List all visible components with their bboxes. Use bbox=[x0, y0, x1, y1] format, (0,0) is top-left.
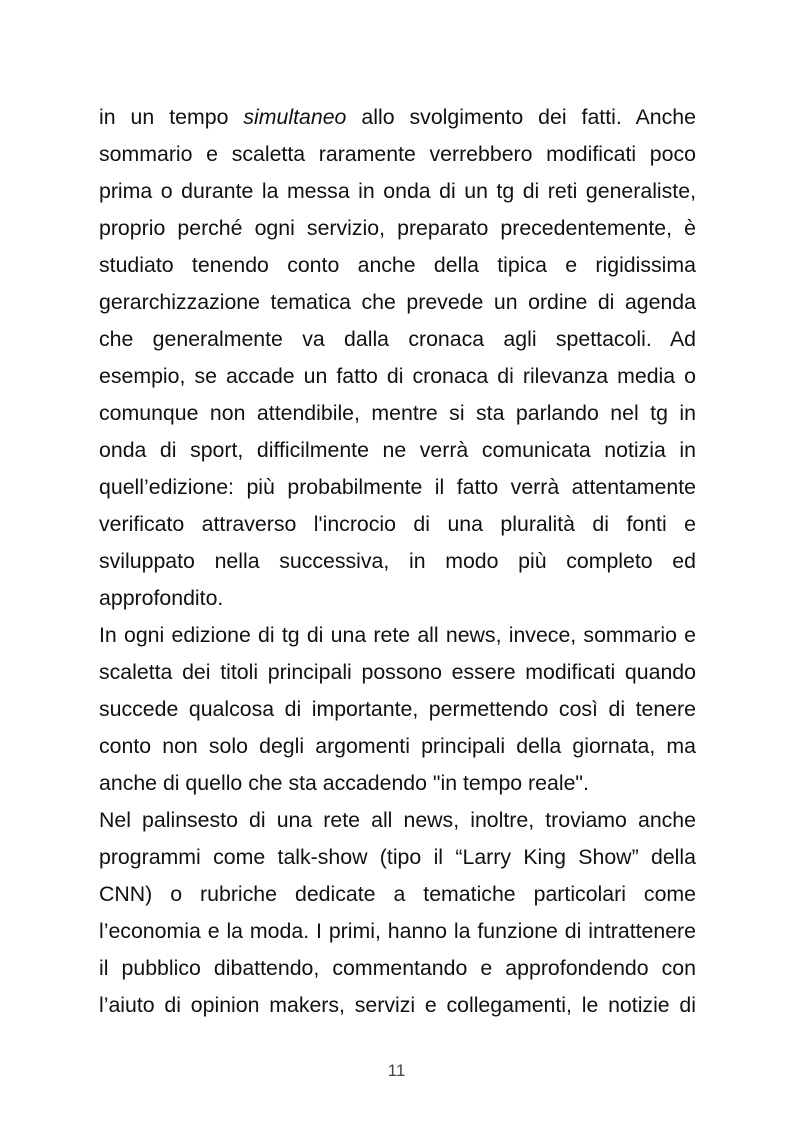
text-line bbox=[99, 247, 696, 284]
text-run: conto non solo degli argomenti principali della giornata, ma bbox=[99, 734, 696, 758]
text-run: il pubblico dibattendo, commentando e approfondendo con bbox=[99, 956, 696, 980]
text-line bbox=[99, 728, 696, 765]
paragraph bbox=[99, 617, 696, 802]
text-run: in un tempo bbox=[99, 105, 244, 129]
text-line bbox=[99, 617, 696, 654]
text-run: anche di quello che sta accadendo "in tempo reale". bbox=[99, 771, 589, 795]
emphasized-text: simultaneo bbox=[243, 105, 347, 129]
text-line bbox=[99, 321, 696, 358]
text-run: succede qualcosa di importante, permettendo così di tenere bbox=[99, 697, 696, 721]
text-line bbox=[99, 876, 696, 913]
text-run: programmi come talk-show (tipo il “Larry King Show” della bbox=[99, 845, 696, 869]
text-run: sviluppato nella successiva, in modo più completo ed bbox=[99, 549, 696, 573]
text-run: quell’edizione: più probabilmente il fatto verrà attentamente bbox=[99, 475, 696, 499]
text-line bbox=[99, 580, 696, 617]
text-run: sommario e scaletta raramente verrebbero modificati poco bbox=[99, 142, 696, 166]
text-run: scaletta dei titoli principali possono essere modificati quando bbox=[99, 660, 696, 684]
text-line bbox=[99, 765, 696, 802]
text-line bbox=[99, 136, 696, 173]
text-run: studiato tenendo conto anche della tipica e rigidissima bbox=[99, 253, 696, 277]
body-text bbox=[99, 99, 696, 1024]
page-number: 11 bbox=[387, 1061, 406, 1080]
text-line bbox=[99, 210, 696, 247]
text-run: l’aiuto di opinion makers, servizi e collegamenti, le notizie di bbox=[99, 993, 696, 1017]
text-run: Nel palinsesto di una rete all news, inoltre, troviamo anche bbox=[99, 808, 696, 832]
text-run: onda di sport, difficilmente ne verrà comunicata notizia in bbox=[99, 438, 696, 462]
text-line bbox=[99, 99, 696, 136]
text-run: che generalmente va dalla cronaca agli spettacoli. Ad bbox=[99, 327, 696, 351]
text-line bbox=[99, 950, 696, 987]
text-run: prima o durante la messa in onda di un tg di reti generaliste, bbox=[99, 179, 696, 203]
text-line bbox=[99, 432, 696, 469]
text-run: allo svolgimento dei fatti. Anche bbox=[346, 105, 696, 129]
text-run: verificato attraverso l'incrocio di una pluralità di fonti e bbox=[99, 512, 696, 536]
text-run: In ogni edizione di tg di una rete all news, invece, sommario e bbox=[99, 623, 696, 647]
text-line bbox=[99, 913, 696, 950]
text-line bbox=[99, 987, 696, 1024]
text-line bbox=[99, 395, 696, 432]
text-run: gerarchizzazione tematica che prevede un ordine di agenda bbox=[99, 290, 696, 314]
text-line bbox=[99, 284, 696, 321]
paragraph bbox=[99, 99, 696, 617]
text-line bbox=[99, 654, 696, 691]
text-run: CNN) o rubriche dedicate a tematiche particolari come bbox=[99, 882, 696, 906]
text-line bbox=[99, 469, 696, 506]
text-run: comunque non attendibile, mentre si sta parlando nel tg in bbox=[99, 401, 696, 425]
paragraph bbox=[99, 802, 696, 1024]
text-run: approfondito. bbox=[99, 586, 224, 610]
text-line bbox=[99, 173, 696, 210]
text-line bbox=[99, 543, 696, 580]
text-run: proprio perché ogni servizio, preparato precedentemente, è bbox=[99, 216, 696, 240]
text-line bbox=[99, 802, 696, 839]
text-run: l’economia e la moda. I primi, hanno la funzione di intrattenere bbox=[99, 919, 696, 943]
text-run: esempio, se accade un fatto di cronaca di rilevanza media o bbox=[99, 364, 696, 388]
text-line bbox=[99, 358, 696, 395]
text-line bbox=[99, 839, 696, 876]
text-line bbox=[99, 691, 696, 728]
text-line bbox=[99, 506, 696, 543]
